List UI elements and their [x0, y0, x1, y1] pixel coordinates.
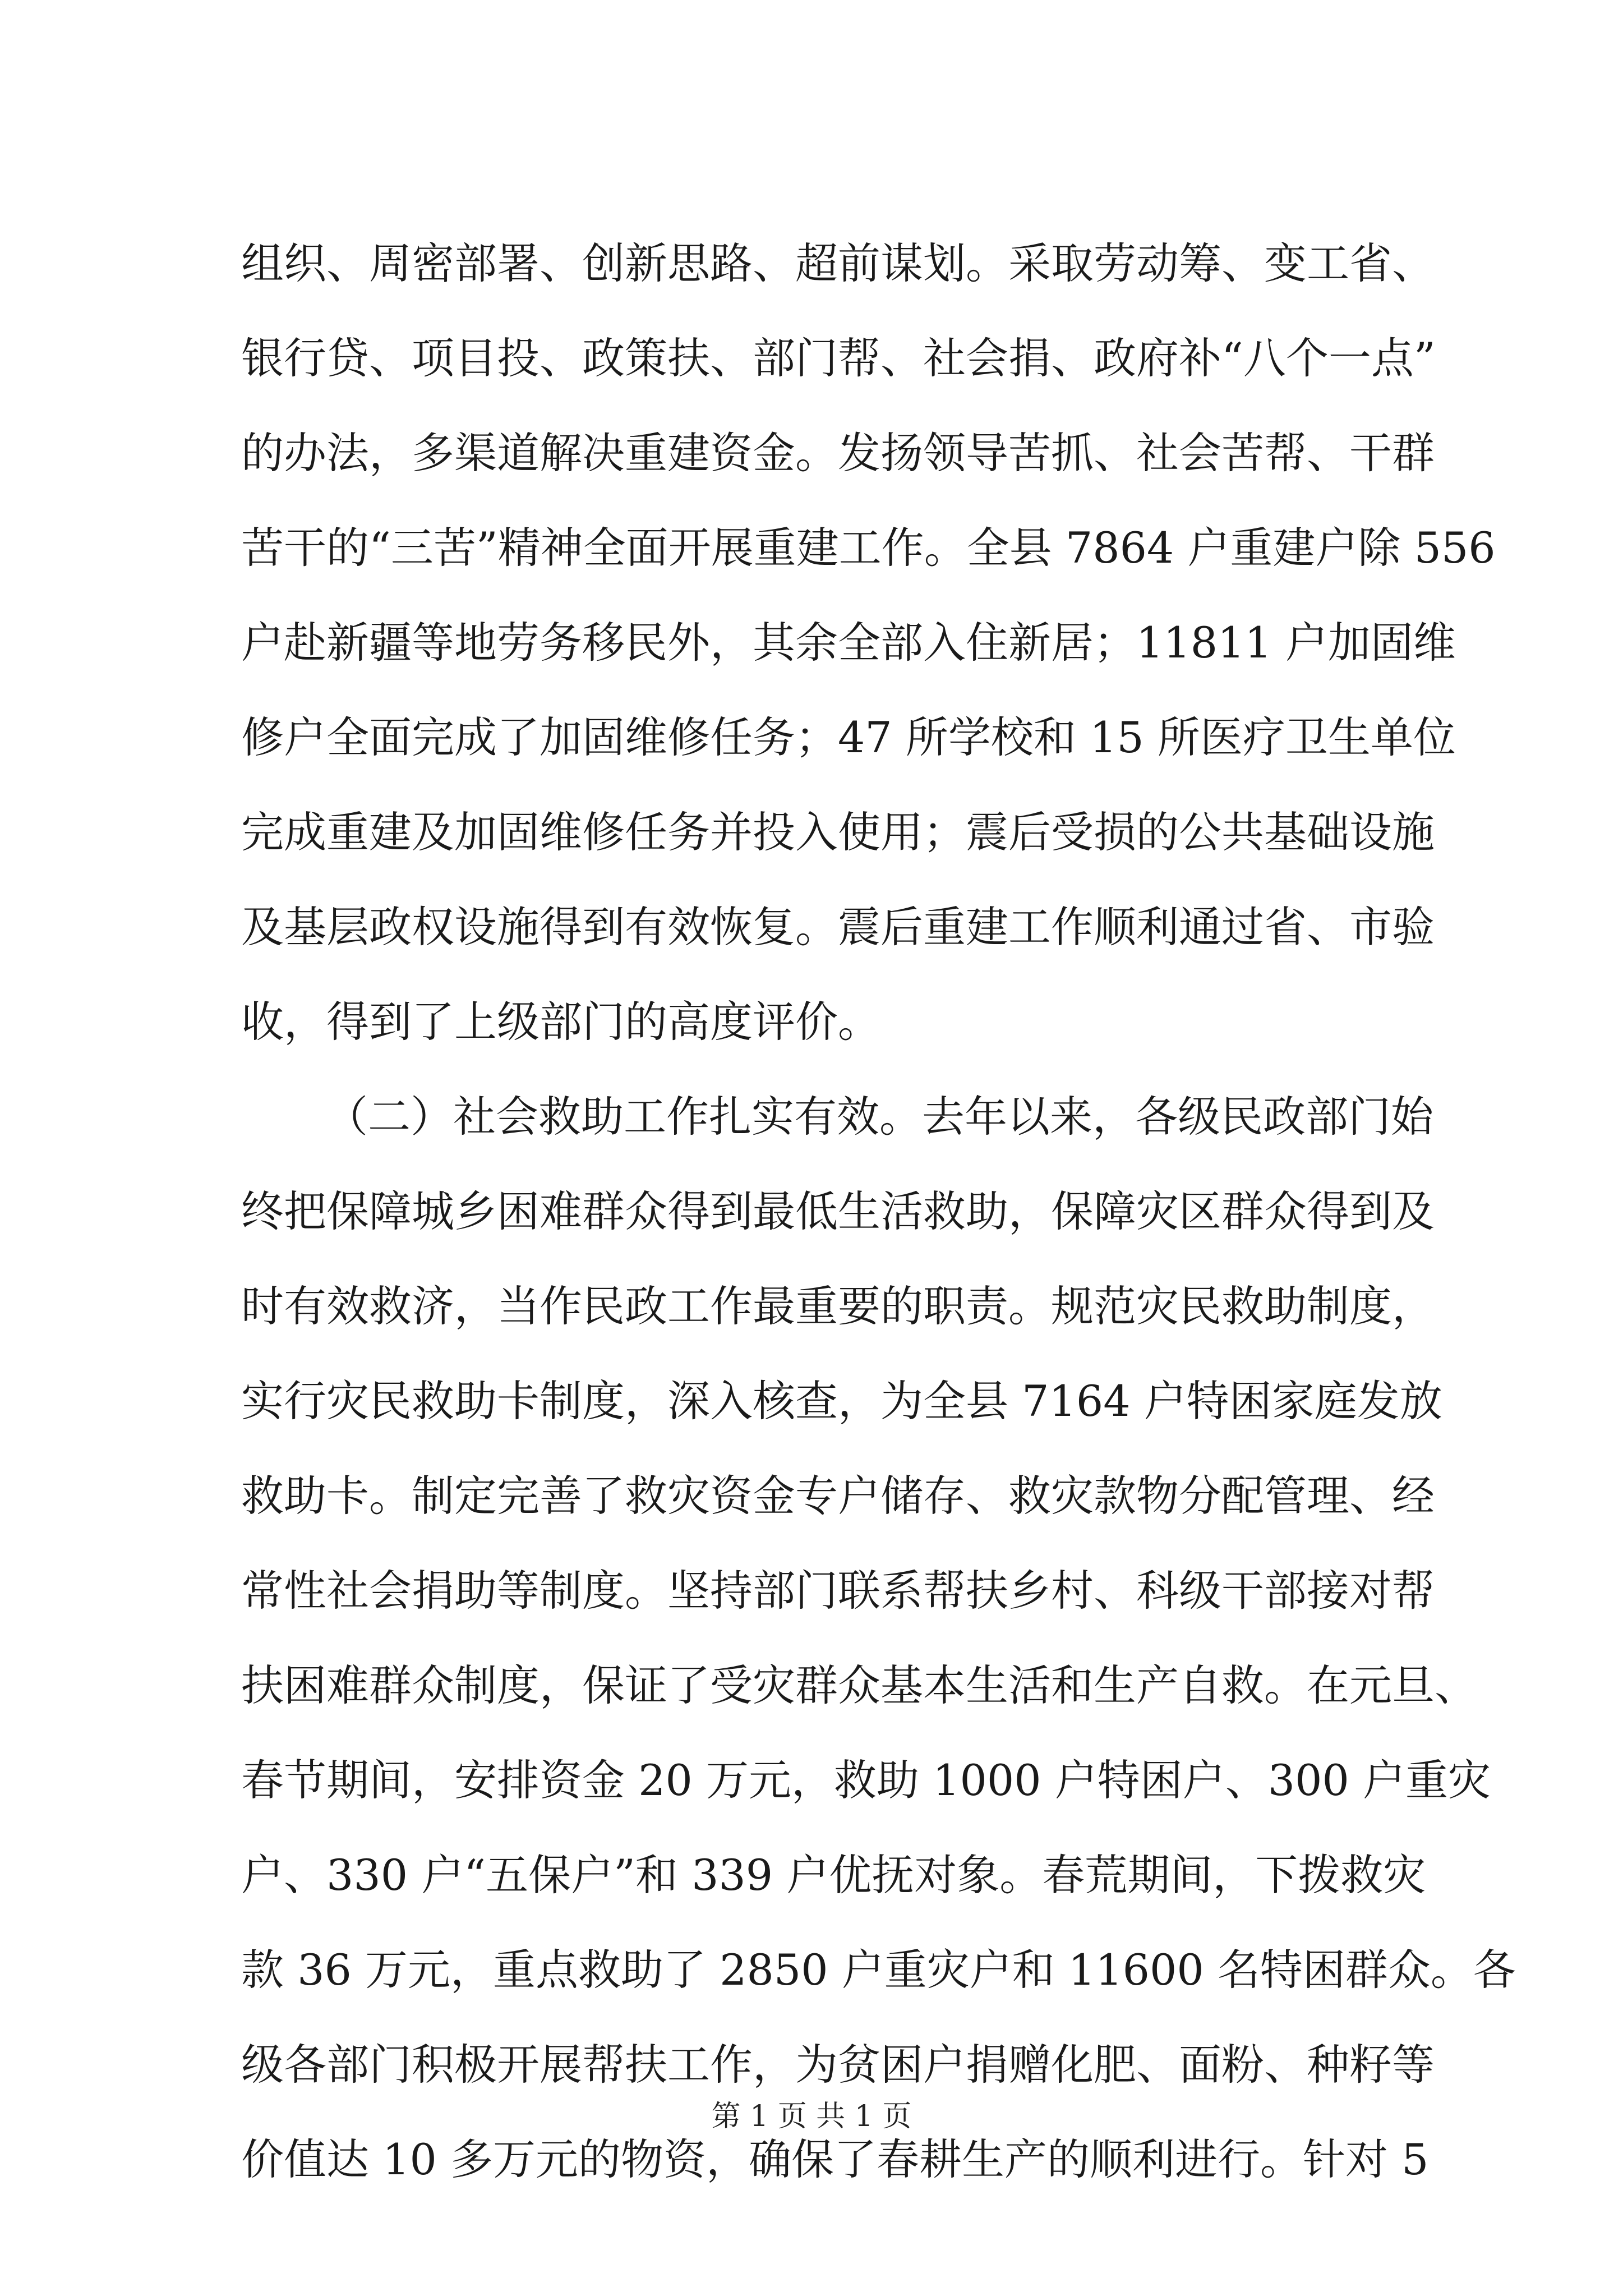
text-line: 苦干的“三苦”精神全面开展重建工作。全县 7864 户重建户除 556 [241, 523, 1496, 573]
text-line: 收，得到了上级部门的高度评价。 [241, 997, 880, 1047]
text-line: 春节期间，安排资金 20 万元，救助 1000 户特困户、300 户重灾 [241, 1755, 1491, 1805]
text-line: 救助卡。制定完善了救灾资金专户储存、救灾款物分配管理、经 [241, 1471, 1435, 1521]
text-line: 时有效救济，当作民政工作最重要的职责。规范灾民救助制度， [241, 1281, 1435, 1331]
text-line: 完成重建及加固维修任务并投入使用；震后受损的公共基础设施 [241, 807, 1435, 857]
text-line: 款 36 万元，重点救助了 2850 户重灾户和 11600 名特困群众。各 [241, 1945, 1516, 1995]
text-line: 组织、周密部署、创新思路、超前谋划。采取劳动筹、变工省、 [241, 238, 1435, 288]
text-line: 级各部门积极开展帮扶工作，为贫困户捐赠化肥、面粉、种籽等 [241, 2040, 1435, 2090]
text-line: 修户全面完成了加固维修任务；47 所学校和 15 所医疗卫生单位 [241, 712, 1456, 762]
text-line: 银行贷、项目投、政策扶、部门帮、社会捐、政府补“八个一点” [241, 333, 1436, 383]
text-line: 户赴新疆等地劳务移民外，其余全部入住新居；11811 户加固维 [241, 618, 1456, 668]
text-line: 终把保障城乡困难群众得到最低生活救助，保障灾区群众得到及 [241, 1186, 1435, 1236]
page-number-label: 第 1 页 共 1 页 [711, 2100, 912, 2133]
text-line: 价值达 10 多万元的物资，确保了春耕生产的顺利进行。针对 5 [241, 2134, 1429, 2184]
text-line: （二）社会救助工作扎实有效。去年以来，各级民政部门始 [325, 1092, 1433, 1142]
text-line: 户、330 户“五保户”和 339 户优抚对象。春荒期间，下拨救灾 [241, 1850, 1426, 1900]
page-footer [0, 2097, 1623, 2136]
text-line: 的办法，多渠道解决重建资金。发扬领导苦抓、社会苦帮、干群 [241, 428, 1435, 478]
text-line: 常性社会捐助等制度。坚持部门联系帮扶乡村、科级干部接对帮 [241, 1566, 1435, 1616]
text-line: 扶困难群众制度，保证了受灾群众基本生活和生产自救。在元旦、 [241, 1660, 1477, 1710]
text-line: 及基层政权设施得到有效恢复。震后重建工作顺利通过省、市验 [241, 902, 1435, 952]
body-text [241, 216, 1516, 2207]
text-line: 实行灾民救助卡制度，深入核查，为全县 7164 户特困家庭发放 [241, 1376, 1442, 1426]
